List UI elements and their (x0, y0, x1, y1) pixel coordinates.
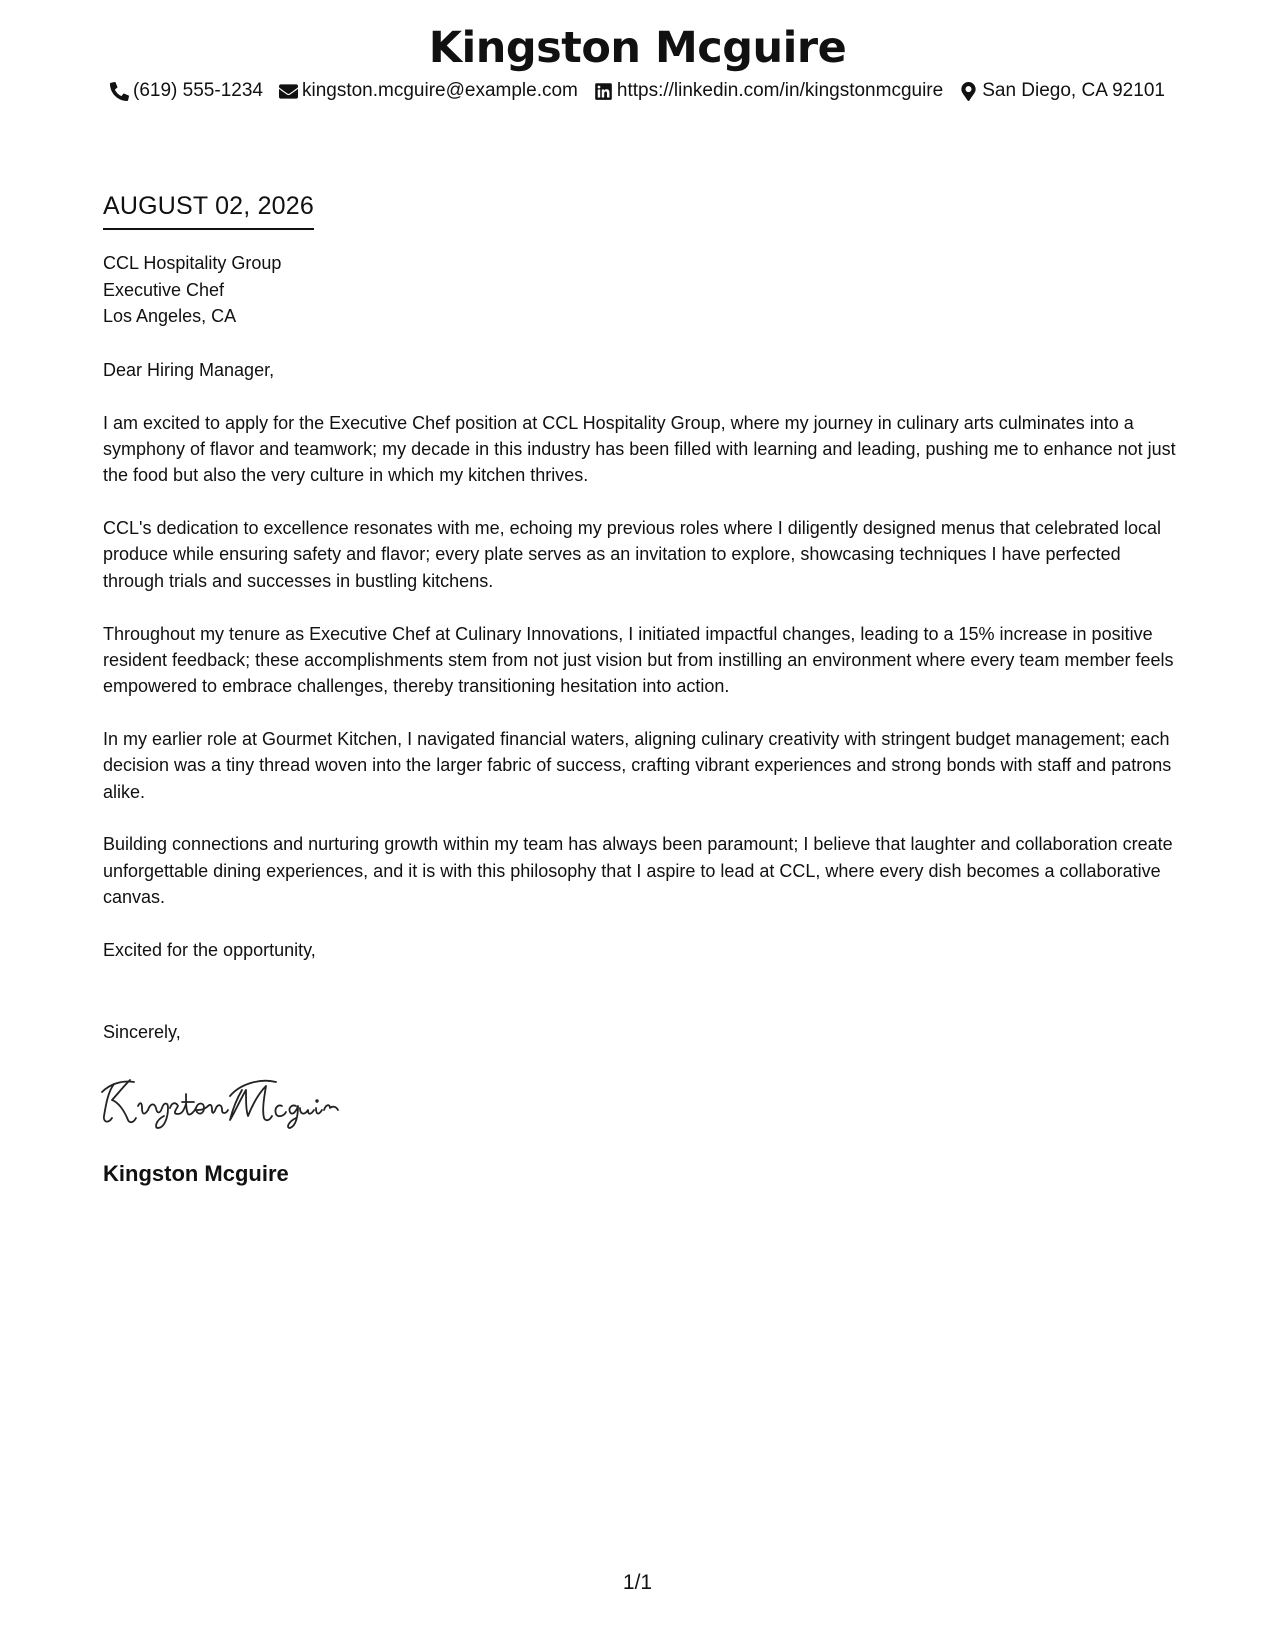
closing-line: Excited for the opportunity, (103, 939, 316, 960)
contact-info (0, 79, 1275, 103)
body-paragraph: CCL's dedication to excellence resonates with me, echoing my previous roles where I diligently designed menus that celebrated local produce while ensuring safety and flavor; every plate serves as an invitation to explore, showcasing techniques I have perfected through trials and successes in bustling kitchens. (103, 518, 1162, 591)
contact-location (959, 79, 1165, 103)
map-marker-icon (959, 82, 978, 101)
recipient-location: Los Angeles, CA (103, 306, 237, 326)
body-paragraph: Building connections and nurturing growth within my team has always been paramount; I believe that laughter and collaboration create unforgettable dining experiences, and it is with this philosophy that I aspire to lead at CCL, where every dish becomes a collaborative canvas. (103, 834, 1173, 907)
applicant-name: Kingston Mcguire (428, 23, 847, 73)
sign-off: Sincerely, (103, 1022, 181, 1042)
envelope-icon (279, 82, 298, 101)
phone-text: (619) 555-1234 (133, 80, 263, 101)
linkedin-text: https://linkedin.com/in/kingstonmcguire (616, 80, 944, 101)
body-paragraph: Throughout my tenure as Executive Chef at Culinary Innovations, I initiated impactful changes, leading to a 15% increase in positive resident feedback; these accomplishments stem from not just vision but from instilling an environment where every team member feels empowered to embrace challenges, thereby transitioning hesitation into action. (103, 623, 1174, 697)
body-paragraph: In my earlier role at Gourmet Kitchen, I navigated financial waters, aligning culinary creativity with stringent budget management; each decision was a tiny thread woven into the larger fabric of success, crafting vibrant experiences and strong bonds with staff and patrons alike. (103, 728, 1172, 802)
salutation: Dear Hiring Manager, (103, 360, 275, 380)
body-paragraph: I am excited to apply for the Executive Chef position at CCL Hospitality Group, where my journey in culinary arts culminates into a symphony of flavor and teamwork; my decade in this industry has been filled with learning and leading, pushing me to enhance not just the food but also the very culture in which my kitchen thrives. (103, 412, 1176, 486)
contact-linkedin[interactable] (594, 79, 943, 103)
letter-date: AUGUST 02, 2026 (103, 190, 314, 230)
email-text: kingston.mcguire@example.com (301, 80, 578, 101)
signer-name: Kingston Mcguire (103, 1161, 289, 1186)
recipient-block (103, 250, 281, 330)
contact-phone (110, 79, 263, 103)
recipient-company: CCL Hospitality Group (103, 253, 282, 273)
recipient-position: Executive Chef (103, 279, 225, 300)
location-text: San Diego, CA 92101 (982, 80, 1165, 101)
linkedin-icon (594, 82, 613, 101)
letter-body (103, 357, 1178, 990)
page-number: 1/1 (622, 1571, 653, 1594)
phone-icon (110, 82, 129, 101)
handwritten-signature (100, 1070, 370, 1130)
contact-email[interactable] (279, 79, 578, 103)
